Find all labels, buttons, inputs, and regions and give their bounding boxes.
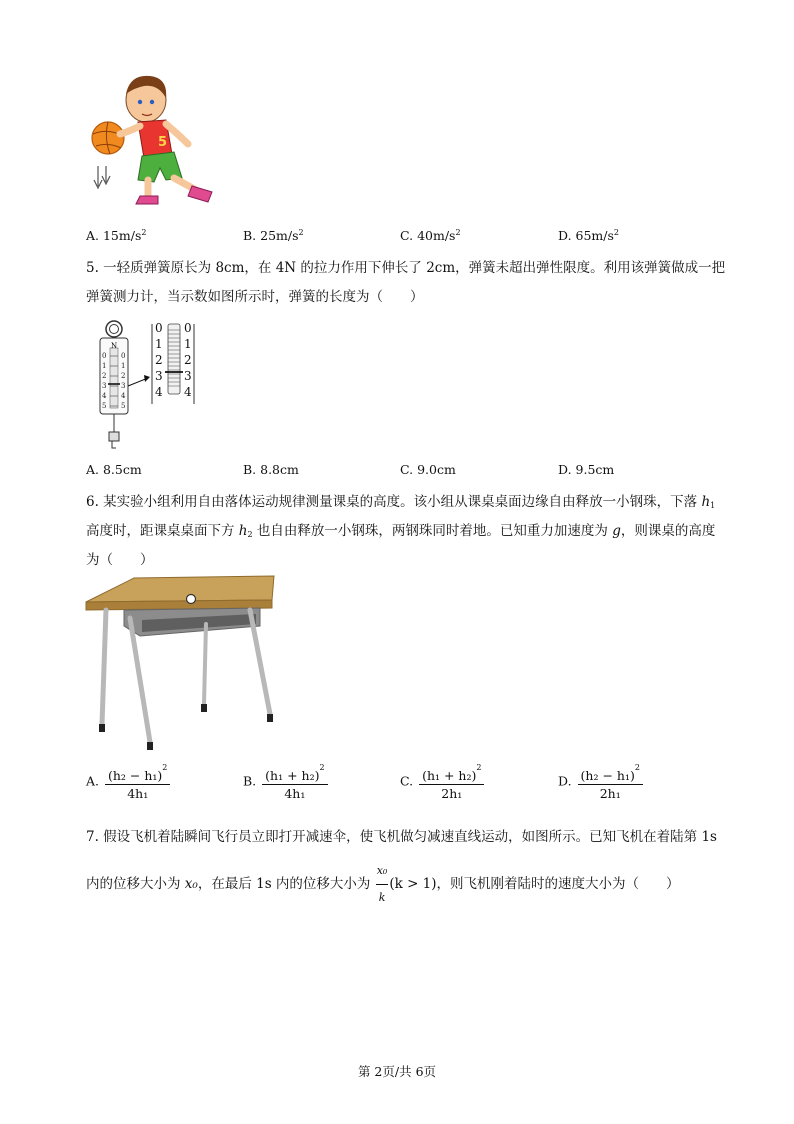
q4-option-b[interactable]: B. $25m/s^2$	[243, 228, 304, 243]
svg-text:1: 1	[155, 337, 163, 351]
svg-text:3: 3	[155, 369, 163, 383]
basketball-boy-figure	[84, 70, 234, 210]
q5-question-line2: 弹簧测力计，当示数如图所示时，弹簧的长度为（ ）	[86, 289, 424, 305]
svg-text:5: 5	[102, 402, 107, 410]
q5-question-line1: 5. 一轻质弹簧原长为 8cm，在 4N 的拉力作用下伸长了 2cm，弹簧未超出弹性限度。利用该弹簧做成一把	[86, 260, 726, 276]
q5-option-c[interactable]: C. 9.0cm	[400, 462, 456, 477]
svg-text:1: 1	[102, 362, 107, 370]
spring-scale-figure	[88, 318, 208, 454]
q4-option-a[interactable]: A. $15m/s^2$	[86, 228, 147, 243]
desk-figure	[84, 574, 284, 756]
q6-question-line2: 高度时，距课桌桌面下方 $h_2$ 也自由释放一小钢珠，两钢珠同时着地。已知重力加速度为 g，则课桌的高度	[86, 523, 716, 539]
svg-text:3: 3	[102, 382, 107, 390]
q6-question-line3: 为（ ）	[86, 552, 154, 568]
q6-option-c[interactable]: C. $\frac{(h_1 + h_2)^2}{\text{2h₁}}$	[400, 763, 486, 801]
q5-option-a[interactable]: A. 8.5cm	[86, 462, 142, 477]
svg-text:5: 5	[121, 402, 126, 410]
svg-text:N: N	[111, 342, 118, 350]
q4-option-d[interactable]: D. $65m/s^2$	[558, 228, 620, 243]
down-arrow-icon	[94, 166, 110, 188]
q5-option-d[interactable]: D. 9.5cm	[558, 462, 615, 477]
svg-text:4: 4	[102, 392, 107, 400]
svg-text:0: 0	[155, 321, 163, 335]
svg-text:3: 3	[121, 382, 126, 390]
svg-text:1: 1	[184, 337, 192, 351]
steel-ball	[187, 595, 196, 604]
svg-text:2: 2	[155, 353, 163, 367]
q7-question-line1: 7. 假设飞机着陆瞬间飞行员立即打开减速伞，使飞机做匀减速直线运动，如图所示。已知飞机在着陆第 1s	[86, 829, 717, 845]
svg-text:2: 2	[184, 353, 192, 367]
q6-question-line1: 6. 某实验小组利用自由落体运动规律测量课桌的高度。该小组从课桌桌面边缘自由释放一小钢珠，下落 $h_1$	[86, 494, 716, 510]
svg-text:2: 2	[121, 372, 126, 380]
svg-text:1: 1	[121, 362, 126, 370]
svg-text:0: 0	[102, 352, 107, 360]
q6-option-d[interactable]: D. $\frac{(h_2 - h_1)^2}{\text{2h₁}}$	[558, 763, 645, 801]
q7-question-line2: 内的位移大小为 x₀，在最后 1s 内的位移大小为 $\frac{\text{x₀}}{k}$ (k > 1)，则飞机刚着陆时的速度大小为（ ）	[86, 858, 680, 911]
jersey-number: 5	[158, 135, 168, 150]
page-footer: 第 2页/共 6页	[357, 1064, 437, 1079]
q6-option-b[interactable]: B. $\frac{(h_1 + h_2)^2}{\text{4h₁}}$	[243, 763, 330, 801]
svg-text:0: 0	[184, 321, 192, 335]
svg-text:2: 2	[102, 372, 107, 380]
q4-option-c[interactable]: C. $40m/s^2$	[400, 228, 461, 243]
svg-text:3: 3	[184, 369, 192, 383]
svg-text:4: 4	[184, 385, 192, 399]
svg-text:4: 4	[121, 392, 126, 400]
q6-option-a[interactable]: A. $\frac{(h_2 - h_1)^2}{\text{4h₁}}$	[86, 763, 172, 801]
q5-option-b[interactable]: B. 8.8cm	[243, 462, 299, 477]
svg-text:4: 4	[155, 385, 163, 399]
arrow-icon	[144, 375, 150, 382]
svg-text:0: 0	[121, 352, 126, 360]
